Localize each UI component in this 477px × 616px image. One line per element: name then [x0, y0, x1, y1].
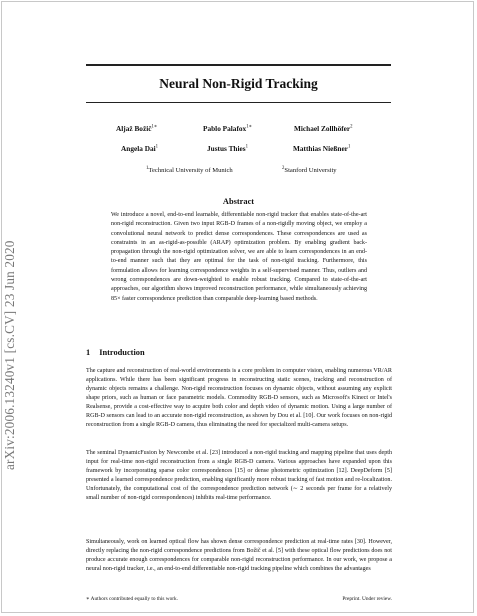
affiliation-mark: 2: [282, 166, 285, 171]
author-5: [207, 144, 248, 153]
author-6: [293, 144, 350, 153]
footnote: ∗ Authors contributed equally to this work.: [86, 596, 179, 602]
affiliation-2: [282, 166, 337, 174]
body-paragraph: The seminal DynamicFusion by Newcombe et al. [23] introduced a non-rigid tracking and mapping pipeline that uses depth input for real-time non-rigid reconstruction from a single RGB-D camera. Various approaches have expanded upon this framework by incorporating sparse color correspondences [15] or dense photometric optimization [12]. DeepDeform [5] presented a learned correspondence prediction, enabling significantly more robust tracking of fast motion and re-localization. Unfortunately, the computational cost of the correspondence prediction network (∼ 2 seconds per frame for a relatively small number of non-rigid correspondences) inhibits real-time performance.: [86, 450, 392, 502]
author-mark: 2: [350, 124, 353, 130]
title-rule-bottom: [86, 102, 391, 103]
author-mark: 1∗: [151, 124, 158, 130]
author-name: Aljaž Božič: [116, 124, 152, 133]
author-mark: 1: [347, 144, 351, 150]
author-name: Angela Dai: [121, 144, 156, 153]
body-paragraph: The capture and reconstruction of real-world environments is a core problem in computer vision, enabling numerous VR/AR applications. While there has been significant progress in reconstructing static scenes, tracking and reconstruction of dynamic objects remains a challenge. Non-rigid reconstruction focuses on dynamic objects, without assuming any explicit shape priors, such as human or face parametric models. Commodity RGB-D sensors, such as Microsoft's Kinect or Intel's Realsense, provide a cost-effective way to acquire both color and depth video of dynamic motion. Using a large number of RGB-D sensors can lead to an accurate non-rigid reconstruction, as shown by Dou et al. [10]. Our work focuses on non-rigid reconstruction from a single RGB-D camera, thus eliminating the need for specialized multi-camera setups.: [86, 368, 392, 429]
author-name: Matthias Nießner: [293, 144, 348, 153]
author-name: Michael Zollhöfer: [294, 124, 351, 133]
title-rule-top: [86, 64, 391, 66]
paper-title: Neural Non-Rigid Tracking: [159, 76, 318, 91]
author-4: [121, 144, 158, 153]
section-heading: [86, 348, 145, 357]
affiliation-name: Technical University of Munich: [148, 167, 233, 175]
arxiv-margin-stamp: arXiv:2006.13240v1 [cs.CV] 23 Jun 2020: [2, 240, 17, 470]
author-3: [294, 124, 353, 133]
preprint-note: Preprint. Under review.: [342, 596, 392, 602]
author-2: [203, 124, 252, 133]
body-paragraph: Simultaneously, work on learned optical flow has shown dense correspondence prediction at real-time rates [30]. However, directly replacing the non-rigid correspondence predictions from Božič et al. [5] with these optical flow predictions does not produce accurate enough correspondences for comparable non-rigid reconstruction performance. In our work, we propose a neural non-rigid tracker, i.e., an end-to-end differentiable non-rigid tracking pipeline which combines the advantages: [86, 539, 392, 573]
affiliation-1: [146, 166, 233, 174]
paper-page: [1, 1, 474, 613]
affiliation-mark: 1: [146, 166, 149, 171]
author-1: [116, 124, 157, 133]
abstract-heading: Abstract: [222, 197, 255, 206]
abstract-text: We introduce a novel, end-to-end learnable, differentiable non-rigid tracker that enables state-of-the-art non-rigid reconstruction. Given two input RGB-D frames of a non-rigidly moving object, we employ a convolutional neural network to predict dense correspondences. These correspondences are used as constraints in an as-rigid-as-possible (ARAP) optimization problem. By enabling gradient back-propagation through the non-rigid optimization solver, we are able to learn correspondences in an end-to-end manner such that they are optimal for the task of non-rigid tracking. Furthermore, this formulation allows for learning correspondence weights in a self-supervised manner. Thus, outliers and wrong correspondences are down-weighted to enable robust tracking. Compared to state-of-the-art approaches, our algorithm shows improved reconstruction performance, while simultaneously achieving 85× faster correspondence prediction than comparable deep-learning based methods.: [111, 212, 367, 302]
section-title: Introduction: [99, 348, 145, 357]
author-name: Justus Thies: [207, 144, 246, 153]
author-mark: 1∗: [246, 124, 252, 130]
author-name: Pablo Palafox: [203, 124, 247, 133]
author-mark: 1: [245, 144, 249, 150]
affiliation-name: Stanford University: [284, 167, 337, 175]
author-mark: 1: [155, 144, 159, 150]
section-number: 1: [86, 348, 91, 357]
